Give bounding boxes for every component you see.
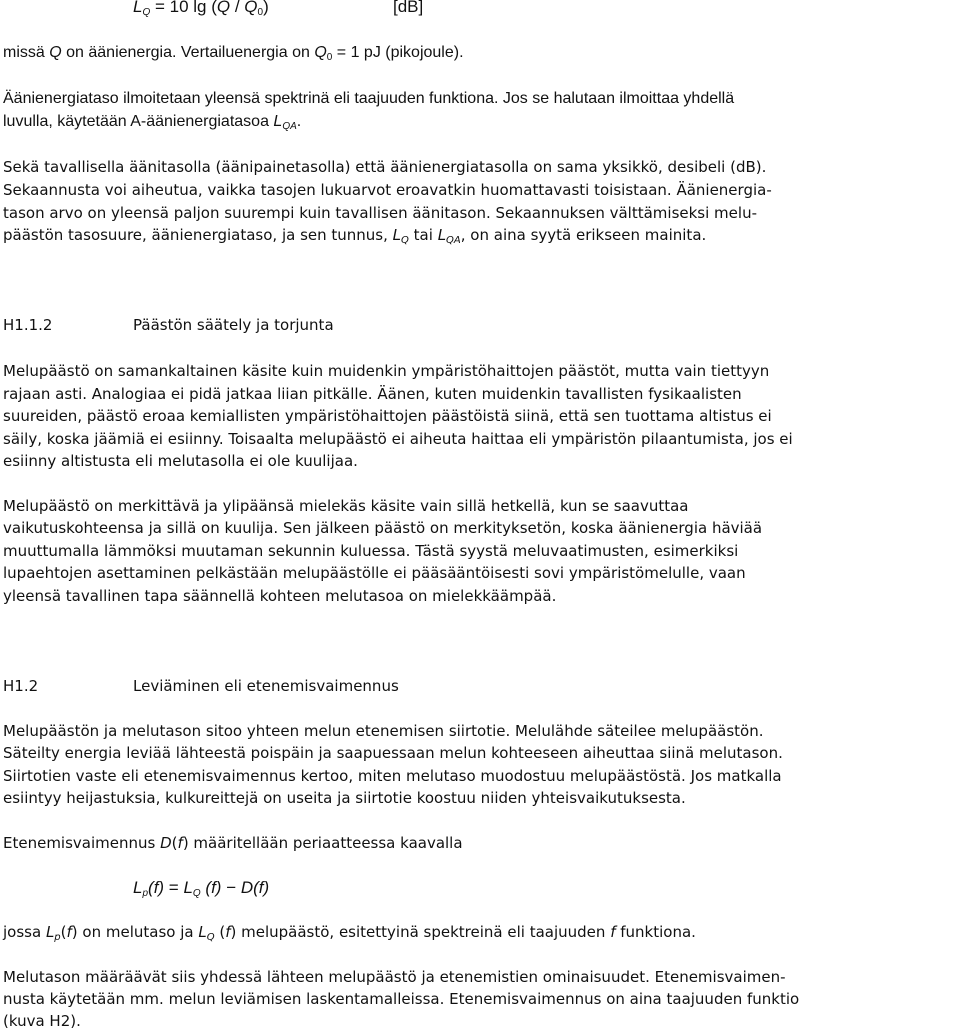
text: ( xyxy=(171,834,178,852)
symbol: Q xyxy=(49,44,62,61)
section-number: H1.1.2 xyxy=(3,316,53,334)
subscript: p xyxy=(54,932,61,943)
formula-symbol: D xyxy=(240,878,254,897)
formula-subscript: Q xyxy=(142,7,151,18)
section-title: Päästön säätely ja torjunta xyxy=(133,316,334,334)
paragraph-line xyxy=(3,112,301,132)
paragraph-line xyxy=(3,43,464,63)
formula-symbol: L xyxy=(133,878,143,897)
paragraph-line: esiinny altistusta eli melutasolla ei ole kuulijaa. xyxy=(3,452,358,470)
paragraph-line: nusta käytetään mm. melun leviämisen laskentamalleissa. Etenemisvaimennus on aina taajuuden funktio xyxy=(3,990,800,1008)
text: = 1 pJ (pikojoule). xyxy=(332,44,464,61)
formula-subscript: p xyxy=(142,888,149,899)
subscript: 0 xyxy=(326,52,333,63)
text: , on aina syytä erikseen mainita. xyxy=(460,226,707,244)
formula-propagation xyxy=(133,877,269,899)
text: ( xyxy=(60,923,67,941)
symbol: f xyxy=(225,923,231,941)
formula-symbol: Q xyxy=(216,0,231,16)
formula-text: = xyxy=(164,878,184,897)
paragraph-line: muuttumalla lämmöksi muutaman sekunnin kuluessa. Tästä syystä meluvaatimusten, esimerkiksi xyxy=(3,542,739,560)
paragraph-line: lupaehtojen asettaminen pelkästään melupäästölle ei pääsääntöisesti sovi ympäristömelulle, vaan xyxy=(3,564,746,582)
formula-text: / xyxy=(230,0,245,16)
symbol: L xyxy=(392,226,402,244)
text: ) määritellään periaatteessa kaavalla xyxy=(182,834,463,852)
text: on äänienergia. Vertailuenergia on xyxy=(61,44,315,61)
text: Etenemisvaimennus xyxy=(3,834,161,852)
paragraph-line: Siirtotien vaste eli etenemisvaimennus kertoo, miten melutaso muodostuu melupäästöstä. Jos matkalla xyxy=(3,767,782,785)
formula-symbol: (f) xyxy=(148,878,165,897)
symbol: L xyxy=(273,113,283,130)
text: ) melupäästö, esitettyinä spektreinä eli taajuuden xyxy=(230,923,611,941)
paragraph-line: vaikutuskohteensa ja sillä on kuulija. Sen jälkeen päästö on merkityksetön, koska äänienergia häviää xyxy=(3,519,763,537)
paragraph-line: Melupäästön ja melutason sitoo yhteen melun etenemisen siirtotie. Melulähde säteilee melupäästön. xyxy=(3,722,764,740)
subscript: QA xyxy=(446,235,461,246)
symbol: f xyxy=(610,923,616,941)
formula-symbol: (f) xyxy=(200,878,222,897)
formula-unit xyxy=(393,0,423,18)
paragraph-line: Melutason määräävät siis yhdessä lähteen melupäästö ja etenemistien ominaisuudet. Etenemisvaimen- xyxy=(3,968,786,986)
formula-symbol: (f) xyxy=(253,878,270,897)
paragraph-line: Säteilty energia leviää lähteestä poispäin ja saapuessaan melun kohteeseen aiheuttaa siinä melutason. xyxy=(3,744,783,762)
symbol: f xyxy=(177,834,183,852)
subscript: Q xyxy=(206,932,215,943)
paragraph-line: yleensä tavallinen tapa säännellä kohteen melutasoa on mielekkäämpää. xyxy=(3,587,557,605)
text: missä xyxy=(3,44,50,61)
paragraph-line xyxy=(3,225,706,245)
paragraph-line: Äänienergiataso ilmoitetaan yleensä spektrinä eli taajuuden funktiona. Jos se halutaan ilmoittaa yhdellä xyxy=(3,90,735,107)
formula-text: = 10 lg ( xyxy=(150,0,217,16)
paragraph-line: tason arvo on yleensä paljon suurempi kuin tavallisen äänitason. Sekaannuksen välttämiseksi melu- xyxy=(3,204,757,222)
text: ) on melutaso ja xyxy=(71,923,199,941)
formula-symbol: L xyxy=(133,0,143,16)
text: ( xyxy=(214,923,226,941)
paragraph-line: suureiden, päästö eroaa kemiallisten ympäristöhaittojen päästöistä siinä, että sen tuottama altistus ei xyxy=(3,407,772,425)
symbol: Q xyxy=(314,44,327,61)
formula-symbol: L xyxy=(183,878,193,897)
formula-text: − xyxy=(221,878,241,897)
symbol: f xyxy=(66,923,72,941)
subscript: QA xyxy=(282,121,297,132)
paragraph-line: Melupäästö on samankaltainen käsite kuin muidenkin ympäristöhaittojen päästöt, mutta vain tiettyyn xyxy=(3,362,770,380)
paragraph-line: Sekä tavallisella äänitasolla (äänipainetasolla) että äänienergiatasolla on sama yksikkö, desibeli (dB). xyxy=(3,158,767,176)
formula-text: ) xyxy=(263,0,269,16)
formula-subscript: 0 xyxy=(257,7,264,18)
symbol: D xyxy=(160,834,172,852)
symbol: L xyxy=(437,226,447,244)
formula-symbol: Q xyxy=(244,0,258,16)
paragraph-line xyxy=(3,833,463,853)
paragraph-line: Sekaannusta voi aiheutua, vaikka tasojen lukuarvot eroavatkin huomattavasti toisistaan. Äänienergia- xyxy=(3,181,772,199)
section-number: H1.2 xyxy=(3,677,39,695)
formula-unit-text: [dB] xyxy=(393,0,424,16)
paragraph-line: rajaan asti. Analogiaa ei pidä jatkaa liian pitkälle. Äänen, kuten muidenkin tavallisten fysikaalisten xyxy=(3,385,742,403)
paragraph-line: säily, koska jäämiä ei esiinny. Toisaalta melupäästö ei aiheuta haittaa eli ympäristön pilaantumista, jos ei xyxy=(3,430,793,448)
paragraph-line xyxy=(3,922,696,942)
text: funktiona. xyxy=(615,923,696,941)
subscript: Q xyxy=(401,235,409,246)
paragraph-line: Melupäästö on merkittävä ja ylipäänsä mielekäs käsite vain sillä hetkellä, kun se saavuttaa xyxy=(3,497,689,515)
paragraph-line: esiintyy heijastuksia, kulkureittejä on useita ja siirtotie koostuu niiden yhteisvaikutuksesta. xyxy=(3,789,686,807)
formula-subscript: Q xyxy=(192,888,201,899)
formula-sound-energy-level xyxy=(133,0,269,18)
text: tai xyxy=(408,226,438,244)
text: luvulla, käytetään A-äänienergiatasoa xyxy=(3,113,274,130)
symbol: L xyxy=(198,923,207,941)
symbol: L xyxy=(45,923,55,941)
section-title: Leviäminen eli etenemisvaimennus xyxy=(133,677,399,695)
text: . xyxy=(296,113,302,130)
paragraph-line: (kuva H2). xyxy=(3,1012,81,1030)
text: jossa xyxy=(3,923,46,941)
text: päästön tasosuure, äänienergiataso, ja sen tunnus, xyxy=(3,226,393,244)
